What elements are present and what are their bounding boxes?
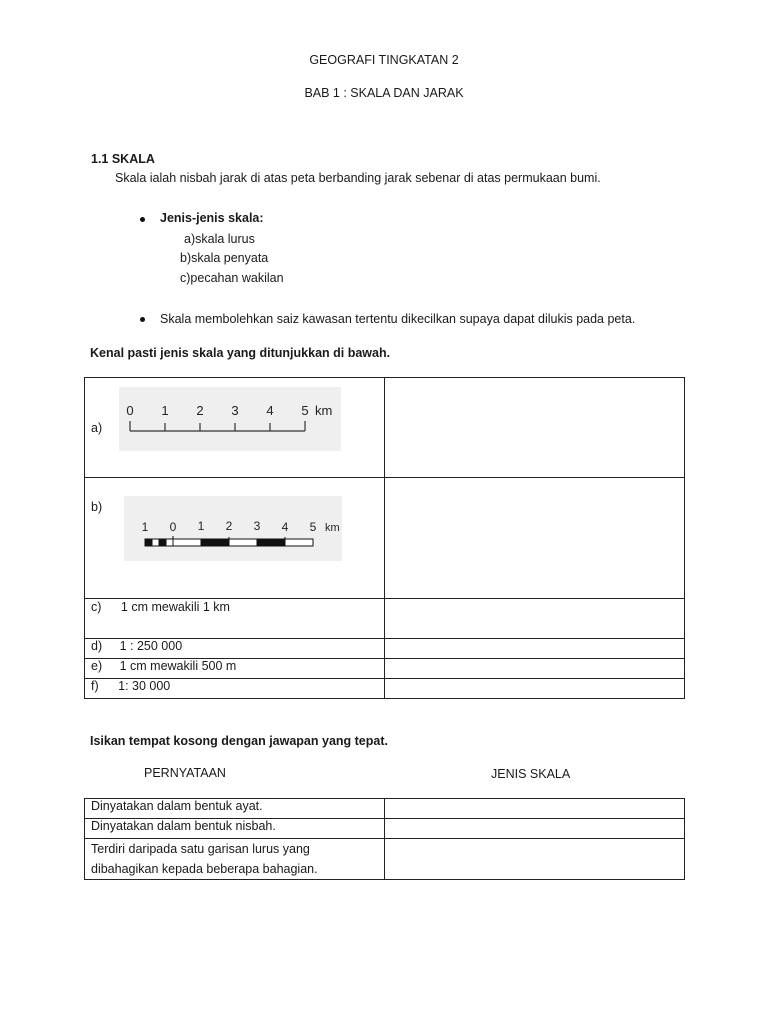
section-definition: Skala ialah nisbah jarak di atas peta berbanding jarak sebenar di atas permukaan bumi. [115, 171, 601, 185]
scale-tick-label: 1 [197, 519, 205, 533]
answer-cell[interactable] [384, 478, 684, 599]
block-scale-bar [124, 496, 342, 561]
scale-tick-label: 3 [253, 519, 261, 533]
linear-scale-bar [119, 387, 341, 451]
scale-tick-label: 0 [169, 520, 177, 534]
chapter-title: BAB 1 : SKALA DAN JARAK [304, 86, 464, 100]
scale-tick-label: 1 [161, 403, 169, 418]
row-text: 1: 30 000 [118, 679, 171, 693]
scale-tick-label: 3 [231, 403, 239, 418]
question2-prompt: Isikan tempat kosong dengan jawapan yang tepat. [90, 734, 388, 748]
type-item: c)pecahan wakilan [180, 271, 284, 285]
scale-tick-label: 4 [281, 520, 289, 534]
statement-cell: Dinyatakan dalam bentuk ayat. [85, 799, 385, 819]
scale-segment [257, 539, 285, 546]
bullet-icon [140, 317, 145, 322]
row-label: d) [91, 639, 103, 653]
answer-cell[interactable] [384, 679, 684, 699]
table-row [85, 839, 685, 880]
answer-cell[interactable] [384, 659, 684, 679]
row-text: 1 cm mewakili 500 m [119, 659, 237, 673]
scale-unit-label: km [315, 403, 333, 418]
statement-cell [85, 839, 385, 880]
answer-cell[interactable] [384, 378, 684, 478]
question-cell [85, 639, 385, 659]
table-row [85, 599, 685, 639]
answer-cell[interactable] [384, 839, 684, 880]
block-scale-image [124, 496, 342, 561]
row-label: c) [91, 600, 102, 614]
question-cell [85, 659, 385, 679]
row-label: a) [91, 420, 103, 435]
statement-table [84, 798, 685, 880]
question-cell [85, 679, 385, 699]
question1-prompt: Kenal pasti jenis skala yang ditunjukkan di bawah. [90, 346, 391, 360]
scale-segment [201, 539, 229, 546]
type-item: b)skala penyata [180, 251, 269, 265]
scale-tick-label: 4 [266, 403, 274, 418]
column-header-scale-type: JENIS SKALA [491, 767, 571, 781]
table-row [85, 819, 685, 839]
statement-cell: Dinyatakan dalam bentuk nisbah. [85, 819, 385, 839]
row-text: 1 : 250 000 [119, 639, 183, 653]
statement-line: dibahagikan kepada beberapa bahagian. [91, 862, 318, 876]
bullet-icon [140, 217, 145, 222]
scale-tick-label: 0 [126, 403, 134, 418]
table-row [85, 799, 685, 819]
scale-tick-label: 5 [301, 403, 309, 418]
table-row [85, 639, 685, 659]
section-heading: 1.1 SKALA [91, 152, 155, 166]
scale-segment [145, 539, 152, 546]
row-label: f) [91, 679, 99, 693]
question-cell [85, 599, 385, 639]
scale-unit-label: km [325, 522, 340, 534]
types-heading: Jenis-jenis skala: [160, 211, 264, 225]
document-title: GEOGRAFI TINGKATAN 2 [309, 53, 459, 67]
row-text: 1 cm mewakili 1 km [120, 600, 230, 614]
row-label: b) [91, 500, 103, 514]
answer-cell[interactable] [384, 819, 684, 839]
scale-tick-label: 5 [309, 520, 317, 534]
table-row [85, 679, 685, 699]
row-label: e) [91, 659, 103, 673]
scale-tick-label: 2 [196, 403, 204, 418]
linear-scale-image [119, 387, 341, 451]
column-header-statement: PERNYATAAN [144, 766, 226, 780]
answer-cell[interactable] [384, 599, 684, 639]
statement-line: Terdiri daripada satu garisan lurus yang [91, 842, 310, 856]
answer-cell[interactable] [384, 639, 684, 659]
scale-tick-label: 2 [225, 519, 233, 533]
table-row [85, 659, 685, 679]
scale-tick-label: 1 [141, 520, 149, 534]
scale-segment [159, 539, 166, 546]
answer-cell[interactable] [384, 799, 684, 819]
type-item: a)skala lurus [184, 232, 255, 246]
note-text: Skala membolehkan saiz kawasan tertentu dikecilkan supaya dapat dilukis pada peta. [160, 312, 636, 326]
